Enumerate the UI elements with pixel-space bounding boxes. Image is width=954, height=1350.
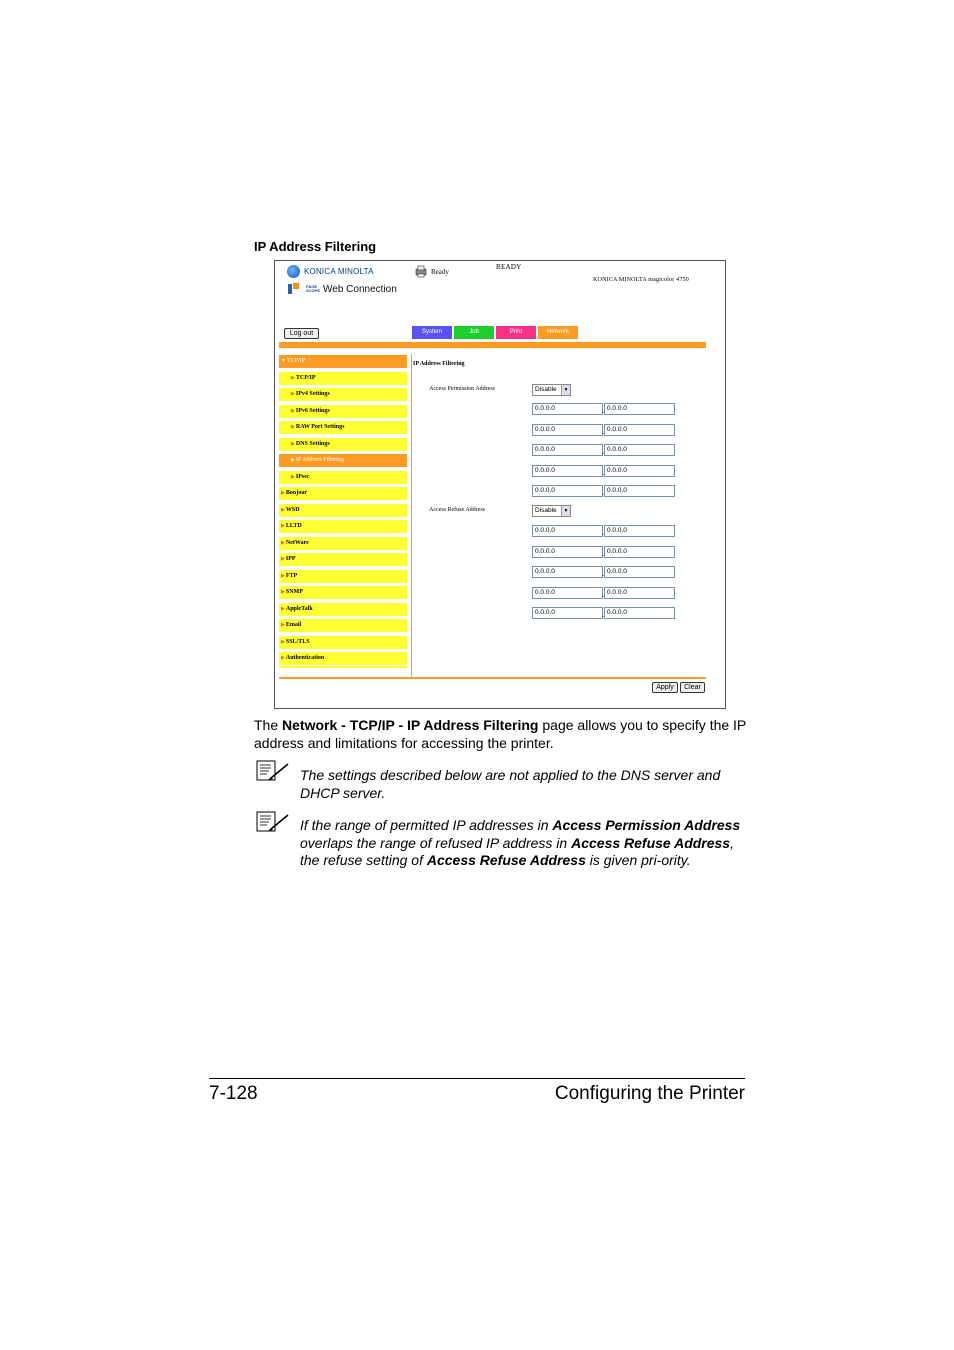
permission-start-ip-2[interactable]: 0.0.0.0 (532, 424, 603, 436)
sidebar-item-label: FTP (285, 572, 298, 579)
note-icon (256, 760, 290, 782)
range-separator: . (602, 406, 604, 415)
printer-model: KONICA MINOLTA magicolor 4750 (593, 277, 689, 283)
sidebar-item-ipv6-settings[interactable] (279, 405, 407, 418)
sidebar-item-label: TCP/IP (286, 358, 305, 364)
expand-arrow-icon: ▶ (281, 491, 285, 496)
expand-arrow-icon: ▶ (291, 425, 295, 430)
refuse-start-ip-1[interactable]: 0.0.0.0 (532, 525, 603, 537)
sidebar-item-label: LLTD (285, 523, 302, 529)
sidebar-bottom-strip (279, 666, 407, 668)
sidebar-item-label: AppleTalk (285, 605, 313, 612)
refuse-end-ip-4[interactable]: 0.0.0.0 (604, 587, 675, 599)
paragraph-text: page allows you to specify the IP address and limitations for accessing the printer. (254, 717, 747, 751)
sidebar-item-raw-port-settings[interactable] (279, 421, 407, 434)
expand-arrow-icon: ▶ (291, 474, 295, 480)
sidebar-item-label: DNS Settings (295, 440, 330, 447)
expand-arrow-icon: ▶ (281, 540, 285, 546)
printer-status-icon (414, 264, 428, 278)
page-number: 7-128 (209, 1083, 258, 1104)
sidebar-item-dns-settings[interactable] (279, 438, 407, 451)
refuse-end-ip-2[interactable]: 0.0.0.0 (604, 546, 675, 558)
sidebar-item-appletalk[interactable] (279, 603, 407, 616)
sidebar-item-wsd[interactable] (279, 504, 407, 517)
chevron-down-icon: ▼ (561, 385, 570, 395)
pagescope-title: Web Connection (323, 283, 397, 295)
collapse-arrow-icon: ▼ (281, 359, 286, 364)
access-refuse-label: Access Refuse Address (429, 507, 485, 513)
sidebar-item-label: IPP (285, 556, 296, 562)
range-separator: . (602, 467, 604, 477)
access-refuse-select[interactable] (532, 505, 571, 517)
sidebar-item-label: RAW Port Settings (295, 424, 345, 430)
pagescope-logo (288, 283, 397, 295)
range-separator: . (602, 569, 604, 578)
sidebar-item-ipsec[interactable] (279, 471, 407, 484)
sidebar-item-ssl-tls[interactable] (279, 636, 407, 649)
range-separator: . (602, 447, 604, 456)
logout-button[interactable]: Log out (284, 328, 319, 339)
expand-arrow-icon: ▶ (281, 623, 285, 628)
pagescope-icon (288, 283, 303, 295)
konica-minolta-logo-icon (287, 265, 300, 278)
range-separator: . (602, 589, 604, 599)
sidebar-item-label: TCP/IP (295, 374, 316, 381)
refuse-start-ip-2[interactable]: 0.0.0.0 (532, 546, 603, 558)
select-value: Disable (535, 386, 557, 393)
sidebar-item-label: Email (285, 622, 302, 628)
status-ready: READY (496, 263, 522, 271)
permission-start-ip-5[interactable]: 0.0.0.0 (532, 485, 603, 497)
expand-arrow-icon: ▶ (291, 441, 295, 447)
range-separator: . (602, 488, 604, 497)
refuse-end-ip-5[interactable]: 0.0.0.0 (604, 607, 675, 619)
tab-job[interactable]: Job (454, 326, 494, 339)
note-text: overlaps the range of refused IP address in (300, 834, 572, 851)
sidebar-item-snmp[interactable] (279, 586, 407, 599)
brand-logo (287, 265, 374, 278)
sidebar-item-label: NetWare (285, 539, 309, 546)
expand-arrow-icon: ▶ (281, 656, 285, 661)
sidebar-item-email[interactable] (279, 619, 407, 632)
note-dns-dhcp: The settings described below are not applied to the DNS server and DHCP server. (300, 767, 721, 801)
refuse-start-ip-5[interactable]: 0.0.0.0 (532, 607, 603, 619)
footer-divider (279, 677, 706, 679)
permission-end-ip-4[interactable]: 0.0.0.0 (604, 465, 675, 477)
permission-end-ip-1[interactable]: 0.0.0.0 (604, 403, 675, 415)
note-bold-text: Access Permission Address (552, 817, 741, 833)
sidebar-item-netware[interactable] (279, 537, 407, 550)
expand-arrow-icon: ▶ (291, 458, 295, 463)
status-ready-small: Ready (431, 268, 449, 276)
sidebar-item-label: Authentication (285, 655, 325, 661)
expand-arrow-icon: ▶ (281, 590, 285, 595)
section-title: IP Address Filtering (254, 239, 377, 254)
clear-button[interactable]: Clear (680, 682, 705, 693)
expand-arrow-icon: ▶ (281, 557, 285, 562)
expand-arrow-icon: ▶ (281, 639, 285, 645)
paragraph-text: The (254, 717, 283, 733)
pagescope-small-text: PAGE SCOPE (306, 284, 321, 293)
sidebar-item-ipv4-settings[interactable] (279, 388, 407, 401)
note-bold-text: Access Refuse Address (571, 834, 731, 851)
sidebar-item-ipp[interactable] (279, 553, 407, 566)
expand-arrow-icon: ▶ (291, 408, 295, 414)
permission-start-ip-1[interactable]: 0.0.0.0 (532, 403, 603, 415)
note-text: , the refuse setting of (300, 834, 734, 868)
tab-system[interactable]: System (412, 326, 452, 339)
sidebar-item-label: IP Address Filtering (295, 457, 344, 463)
sidebar-item-tcpip-group[interactable] (279, 355, 407, 368)
sidebar-item-label: Bonjour (285, 490, 308, 496)
note-icon (256, 811, 290, 833)
permission-start-ip-3[interactable]: 0.0.0.0 (532, 444, 603, 456)
chevron-down-icon: ▼ (561, 506, 570, 516)
range-separator: . (602, 426, 604, 436)
expand-arrow-icon: ▶ (291, 392, 295, 397)
content-divider (411, 354, 412, 677)
note-bold-text: Access Refuse Address (426, 852, 586, 868)
refuse-end-ip-1[interactable]: 0.0.0.0 (604, 525, 675, 537)
sidebar-item-ftp[interactable] (279, 570, 407, 583)
expand-arrow-icon: ▶ (291, 375, 295, 381)
tab-network[interactable]: Network (538, 326, 578, 339)
sidebar-item-ip-address-filtering[interactable] (279, 454, 407, 467)
sidebar-item-label: SNMP (285, 589, 303, 595)
range-separator: . (602, 548, 604, 558)
refuse-end-ip-3[interactable]: 0.0.0.0 (604, 566, 675, 578)
tab-print[interactable]: Print (496, 326, 536, 339)
select-value: Disable (535, 507, 557, 514)
sidebar-item-label: IPsec (295, 473, 310, 480)
brand-name: KONICA MINOLTA (304, 267, 374, 276)
expand-arrow-icon: ▶ (281, 606, 285, 612)
sidebar-item-authentication[interactable] (279, 652, 407, 665)
note-text: is given pri-ority. (585, 852, 691, 868)
sidebar-item-lltd[interactable] (279, 520, 407, 533)
paragraph-bold-path: Network - TCP/IP - IP Address Filtering (282, 717, 539, 733)
expand-arrow-icon: ▶ (281, 573, 285, 579)
sidebar-item-tcpip[interactable] (279, 372, 407, 385)
sidebar-item-label: WSD (285, 506, 300, 513)
sidebar-item-label: SSL/TLS (285, 638, 310, 645)
access-permission-label: Access Permission Address (429, 386, 495, 392)
note-text: If the range of permitted IP addresses in (300, 817, 553, 833)
content-title: IP Address Filtering (413, 361, 465, 367)
footer-rule (209, 1078, 745, 1079)
sidebar-item-label: IPv4 Settings (295, 391, 330, 397)
web-connection-screenshot (274, 260, 726, 709)
expand-arrow-icon: ▶ (281, 524, 285, 529)
range-separator: . (602, 528, 604, 537)
permission-end-ip-3[interactable]: 0.0.0.0 (604, 444, 675, 456)
range-separator: . (602, 610, 604, 619)
permission-start-ip-4[interactable]: 0.0.0.0 (532, 465, 603, 477)
refuse-start-ip-3[interactable]: 0.0.0.0 (532, 566, 603, 578)
description-paragraph (254, 717, 749, 752)
access-permission-select[interactable] (532, 384, 571, 396)
sidebar-item-bonjour[interactable] (279, 487, 407, 500)
refuse-start-ip-4[interactable]: 0.0.0.0 (532, 587, 603, 599)
apply-button[interactable]: Apply (652, 682, 678, 693)
header-divider (279, 342, 706, 348)
expand-arrow-icon: ▶ (281, 507, 285, 513)
note-priority (300, 817, 748, 870)
sidebar-item-label: IPv6 Settings (295, 407, 330, 414)
permission-end-ip-5[interactable]: 0.0.0.0 (604, 485, 675, 497)
permission-end-ip-2[interactable]: 0.0.0.0 (604, 424, 675, 436)
chapter-title: Configuring the Printer (554, 1083, 745, 1104)
